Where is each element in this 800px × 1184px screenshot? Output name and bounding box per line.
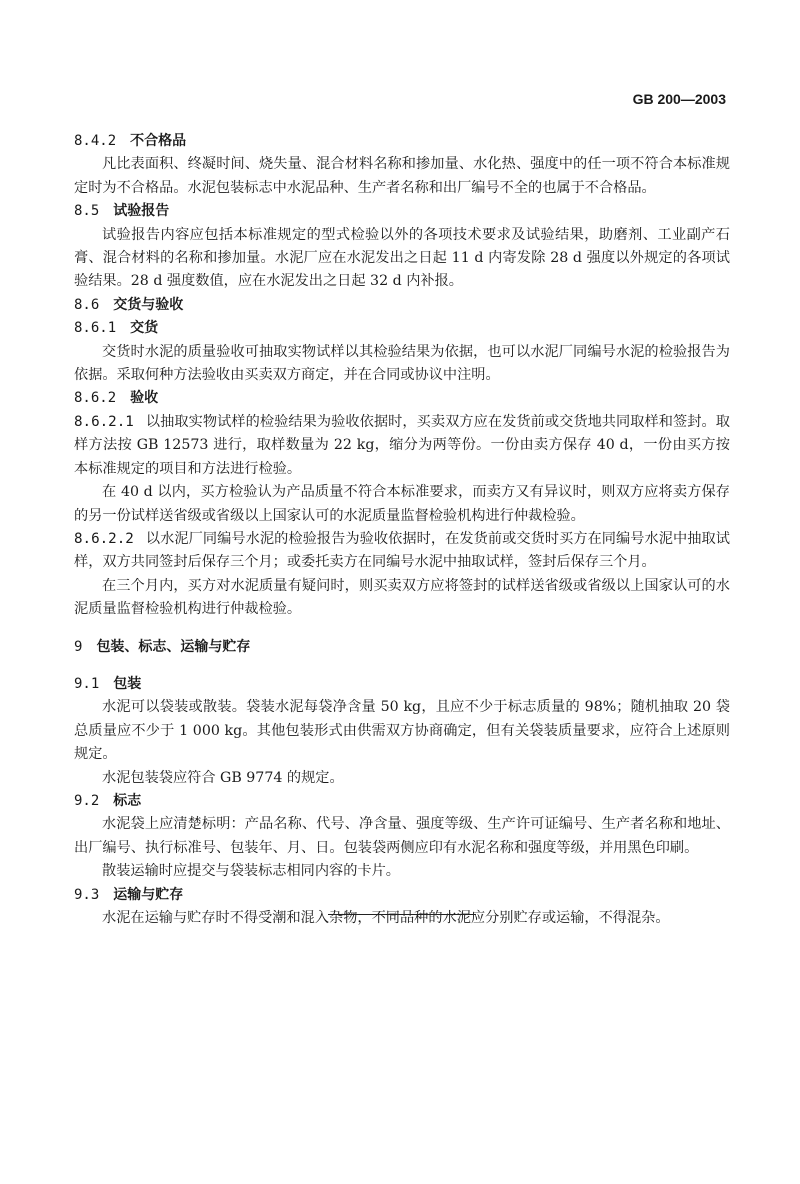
spacer: [74, 659, 730, 673]
spacer: [74, 622, 730, 636]
section-number: 8.6.2: [74, 390, 117, 407]
section-number: 8.6: [74, 296, 100, 313]
paragraph: 水泥在运输与贮存时不得受潮和混入杂物，不同品种的水泥应分别贮存或运输，不得混杂。: [102, 910, 670, 926]
end-of-document-rule: [328, 914, 476, 915]
section-number: 8.5: [74, 203, 100, 220]
section-title: 标志: [113, 792, 142, 809]
heading-9: [74, 636, 730, 659]
clause-number: 8.6.2.1: [74, 413, 134, 430]
section-number: 9.1: [74, 675, 100, 692]
heading-9-2: [74, 790, 730, 813]
paragraph: 水泥袋上应清楚标明：产品名称、代号、净含量、强度等级、生产许可证编号、生产者名称和地址、出厂编号、执行标准号、包装年、月、日。包装袋两侧应印有水泥名称和强度等级，并用黑色印刷。: [74, 816, 730, 856]
section-number: 9: [74, 638, 83, 655]
clause-number: 8.6.2.2: [74, 530, 134, 547]
heading-9-3: [74, 884, 730, 907]
section-number: 9.3: [74, 886, 100, 903]
section-title: 包装: [113, 675, 142, 692]
heading-8-5: [74, 200, 730, 223]
heading-9-1: [74, 673, 730, 696]
section-title: 运输与贮存: [113, 886, 184, 903]
paragraph: 水泥包装袋应符合 GB 9774 的规定。: [102, 769, 344, 786]
heading-8-6: [74, 294, 730, 317]
heading-8-4-2: [74, 130, 730, 153]
paragraph: 在三个月内，买方对水泥质量有疑问时，则买卖双方应将签封的试样送省级或省级以上国家认可的水泥质量监督检验机构进行仲裁检验。: [74, 577, 730, 618]
clause-text: 以水泥厂同编号水泥的检验报告为验收依据时，在发货前或交货时买方在同编号水泥中抽取试样，双方共同签封后保存三个月；或委托卖方在同编号水泥中抽取试样，签封后保存三个月。: [74, 530, 730, 571]
section-number: 8.4.2: [74, 133, 117, 149]
clause-text: 以抽取实物试样的检验结果为验收依据时，买卖双方应在发货前或交货地共同取样和签封。取样方法按 GB 12573 进行，取样数量为 22 kg，缩分为两等份。一份由卖方保存 40 d，一份由买方按本标准规定的项目和方法进行检验。: [74, 413, 730, 477]
section-title: 包装、标志、运输与贮存: [96, 638, 251, 655]
paragraph: 凡比表面积、终凝时间、烧失量、混合材料名称和掺加量、水化热、强度中的任一项不符合本标准规定时为不合格品。水泥包装标志中水泥品种、生产者名称和出厂编号不全的也属于不合格品。: [74, 156, 730, 196]
paragraph: 在 40 d 以内，买方检验认为产品质量不符合本标准要求，而卖方又有异议时，则双方应将卖方保存的另一份试样送省级或省级以上国家认可的水泥质量监督检验机构进行仲裁检验。: [74, 484, 730, 524]
clause-8-6-2-2: [74, 528, 730, 575]
section-number: 8.6.1: [74, 320, 117, 337]
section-title: 不合格品: [130, 133, 187, 149]
section-title: 交货与验收: [113, 296, 184, 313]
paragraph: 散装运输时应提交与袋装标志相同内容的卡片。: [102, 863, 400, 880]
standard-code: GB 200—2003: [632, 91, 726, 107]
section-title: 交货: [130, 320, 159, 337]
section-number: 9.2: [74, 792, 100, 809]
heading-8-6-2: [74, 387, 730, 410]
paragraph: 试验报告内容应包括本标准规定的型式检验以外的各项技术要求及试验结果，助磨剂、工业副产石膏、混合材料的名称和掺加量。水泥厂应在水泥发出之日起 11 d 内寄发除 28 d 强度以外规定的各项试验结果。28 d 强度数值，应在水泥发出之日起 32 d 内补报。: [74, 226, 730, 290]
heading-8-6-1: [74, 317, 730, 340]
section-title: 验收: [130, 390, 159, 407]
document-body: [74, 130, 730, 930]
paragraph: 水泥可以袋装或散装。袋装水泥每袋净含量 50 kg，且应不少于标志质量的 98%；随机抽取 20 袋总质量应不少于 1 000 kg。其他包装形式由供需双方协商确定，但有关袋装质量要求，应符合上述原则规定。: [74, 699, 730, 763]
paragraph: 交货时水泥的质量验收可抽取实物试样以其检验结果为依据，也可以水泥厂同编号水泥的检验报告为依据。采取何种方法验收由买卖双方商定，并在合同或协议中注明。: [74, 343, 730, 384]
clause-8-6-2-1: [74, 411, 730, 481]
section-title: 试验报告: [113, 203, 170, 220]
